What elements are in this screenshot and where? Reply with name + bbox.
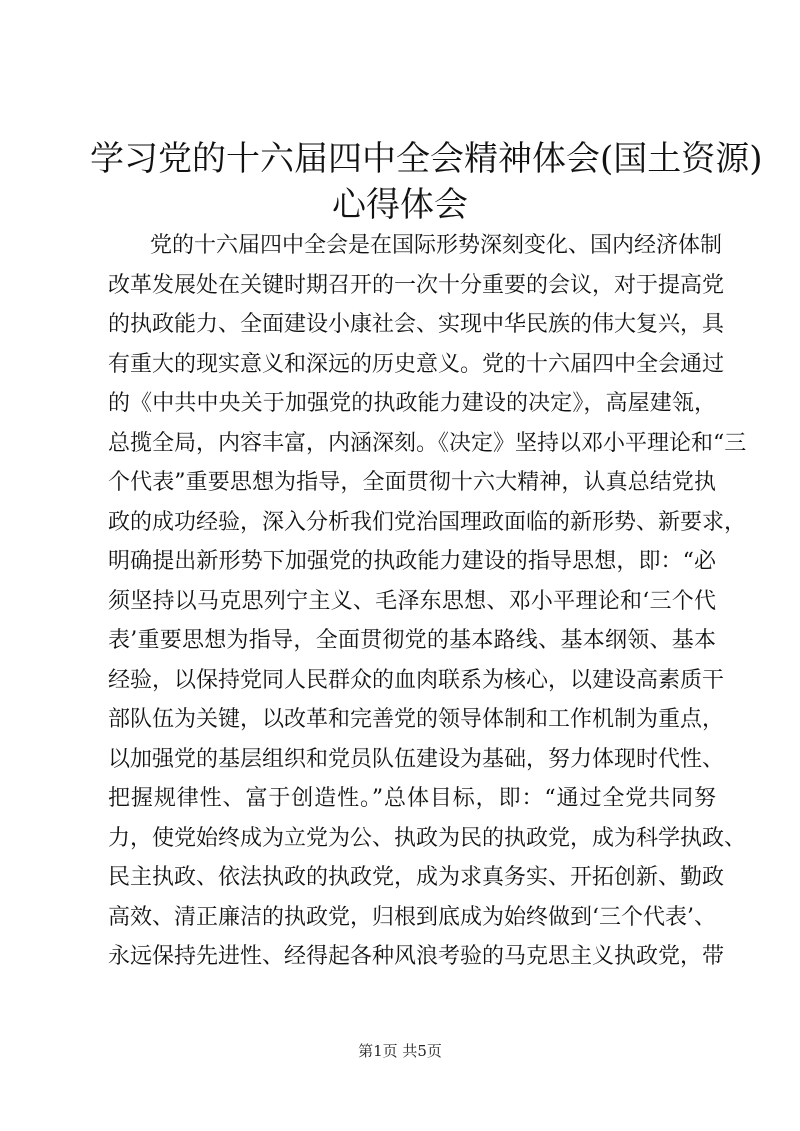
body-line: 总揽全局，内容丰富，内涵深刻。《决定》坚持以邓小平理论和“三	[108, 430, 747, 456]
body-line: 改革发展处在关键时期召开的一次十分重要的会议，对于提高党	[108, 272, 725, 298]
body-line: 经验，以保持党同人民群众的血肉联系为核心，以建设高素质干	[108, 667, 725, 693]
document-title-line-2: 心得体会	[332, 185, 468, 225]
body-line: 永远保持先进性、经得起各种风浪考验的马克思主义执政党，带	[108, 944, 725, 969]
body-line: 个代表”重要思想为指导，全面贯彻十六大精神，认真总结党执	[108, 470, 716, 495]
body-line: 政的成功经验，深入分析我们党治国理政面临的新形势、新要求，	[108, 509, 747, 535]
page-footer: 第1页 共5页	[358, 1042, 442, 1060]
body-line: 有重大的现实意义和深远的历史意义。党的十六届四中全会通过	[108, 351, 725, 377]
document-body	[108, 226, 747, 977]
body-line: 党的十六届四中全会是在国际形势深刻变化、国内经济体制	[150, 233, 723, 258]
body-line: 表’重要思想为指导，全面贯彻党的基本路线、基本纲领、基本	[108, 628, 716, 653]
document-title-line-1: 学习党的十六届四中全会精神体会(国土资源)	[90, 139, 763, 179]
body-line: 民主执政、依法执政的执政党，成为求真务实、开拓创新、勤政	[108, 865, 725, 890]
body-line: 的执政能力、全面建设小康社会、实现中华民族的伟大复兴，具	[108, 312, 725, 337]
body-line: 高效、清正廉洁的执政党，归根到底成为始终做到‘三个代表’、	[108, 904, 716, 930]
body-line: 力，使党始终成为立党为公、执政为民的执政党，成为科学执政、	[108, 825, 747, 851]
body-line: 的《中共中央关于加强党的执政能力建设的决定》，高屋建瓴，	[108, 391, 716, 416]
body-line: 部队伍为关键，以改革和完善党的领导体制和工作机制为重点，	[108, 707, 725, 732]
body-line: 以加强党的基层组织和党员队伍建设为基础，努力体现时代性、	[108, 746, 725, 772]
body-line: 把握规律性、富于创造性。”总体目标，即：“通过全党共同努	[108, 786, 716, 811]
body-line: 须坚持以马克思列宁主义、毛泽东思想、邓小平理论和‘三个代	[108, 588, 716, 614]
body-line: 明确提出新形势下加强党的执政能力建设的指导思想，即：“必	[108, 549, 716, 574]
